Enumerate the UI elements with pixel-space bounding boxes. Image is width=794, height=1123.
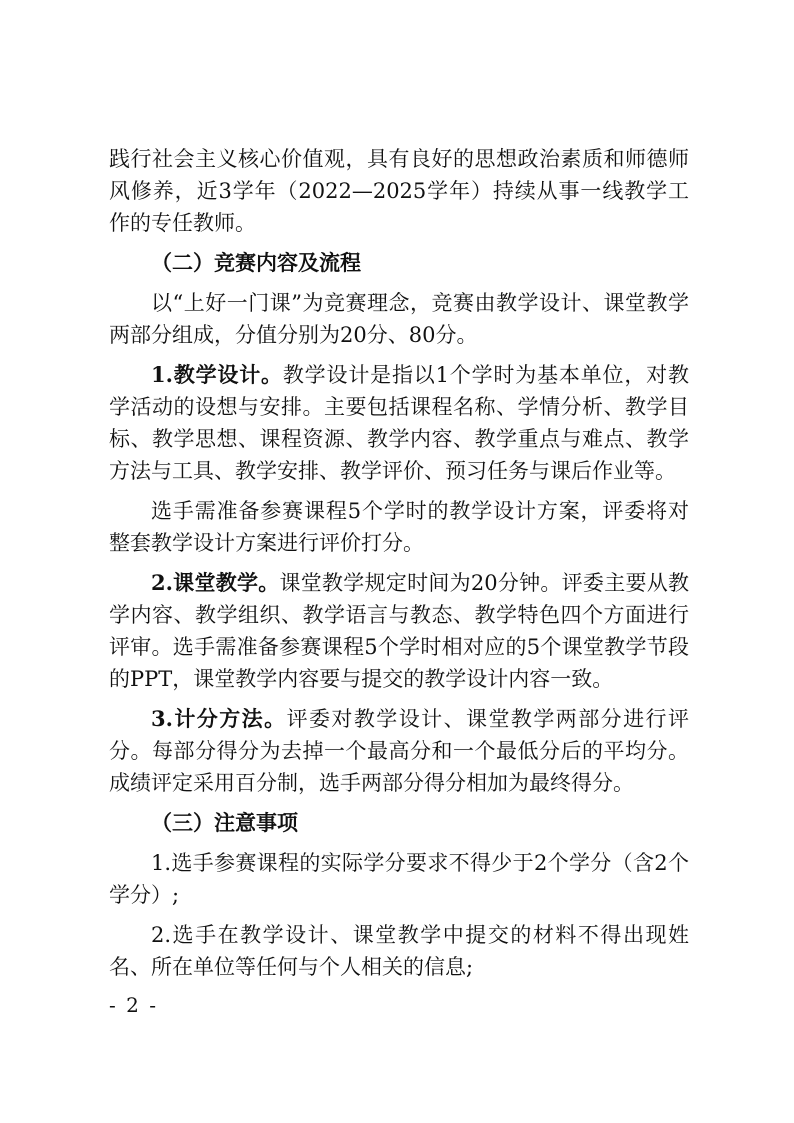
lead-scoring-method: 3.计分方法。 xyxy=(151,706,287,731)
lead-teaching-design: 1.教学设计。 xyxy=(151,362,283,387)
section-heading-notes: （三）注意事项 xyxy=(151,810,298,835)
lead-classroom-teaching: 2.课堂教学。 xyxy=(151,570,280,595)
body-scoring-method: 评委对教学设计、课堂教学两部分进行评分。每部分得分为去掉一个最高分和一个最低分后的平均分。成绩评定采用百分制，选手两部分得分相加为最终得分。 xyxy=(109,707,689,795)
body-classroom-teaching: 课堂教学规定时间为20分钟。评委主要从教学内容、教学组织、教学语言与教态、教学特色四个方面进行评审。选手需准备参赛课程5个学时相对应的5个课堂教学节段的PPT，课堂教学内容要与提交的教学设计内容一致。 xyxy=(109,571,689,691)
paragraph-competition-concept: 以“上好一门课”为竞赛理念，竞赛由教学设计、课堂教学两部分组成，分值分别为20分、80分。 xyxy=(109,291,689,347)
paragraph-design-plan: 选手需准备参赛课程5个学时的教学设计方案，评委将对整套教学设计方案进行评价打分。 xyxy=(109,499,689,555)
section-heading-content-process: （二）竞赛内容及流程 xyxy=(151,250,361,275)
paragraph-eligibility: 践行社会主义核心价值观，具有良好的思想政治素质和师德师风修养，近3学年（2022—2025学年）持续从事一线教学工作的专任教师。 xyxy=(109,147,689,235)
paragraph-classroom-teaching xyxy=(109,567,689,695)
body-teaching-design: 教学设计是指以1个学时为基本单位，对教学活动的设想与安排。主要包括课程名称、学情分析、教学目标、教学思想、课程资源、教学内容、教学重点与难点、教学方法与工具、教学安排、教学评价、预习任务与课后作业等。 xyxy=(109,363,689,483)
paragraph-teaching-design xyxy=(109,359,689,487)
paragraph-note-1: 1.选手参赛课程的实际学分要求不得少于2个学分（含2个学分）; xyxy=(109,851,689,907)
page-number: - 2 - xyxy=(109,993,158,1017)
document-body xyxy=(109,143,689,991)
paragraph-note-2: 2.选手在教学设计、课堂教学中提交的材料不得出现姓名、所在单位等任何与个人相关的信息; xyxy=(109,923,689,979)
paragraph-scoring-method xyxy=(109,703,689,799)
